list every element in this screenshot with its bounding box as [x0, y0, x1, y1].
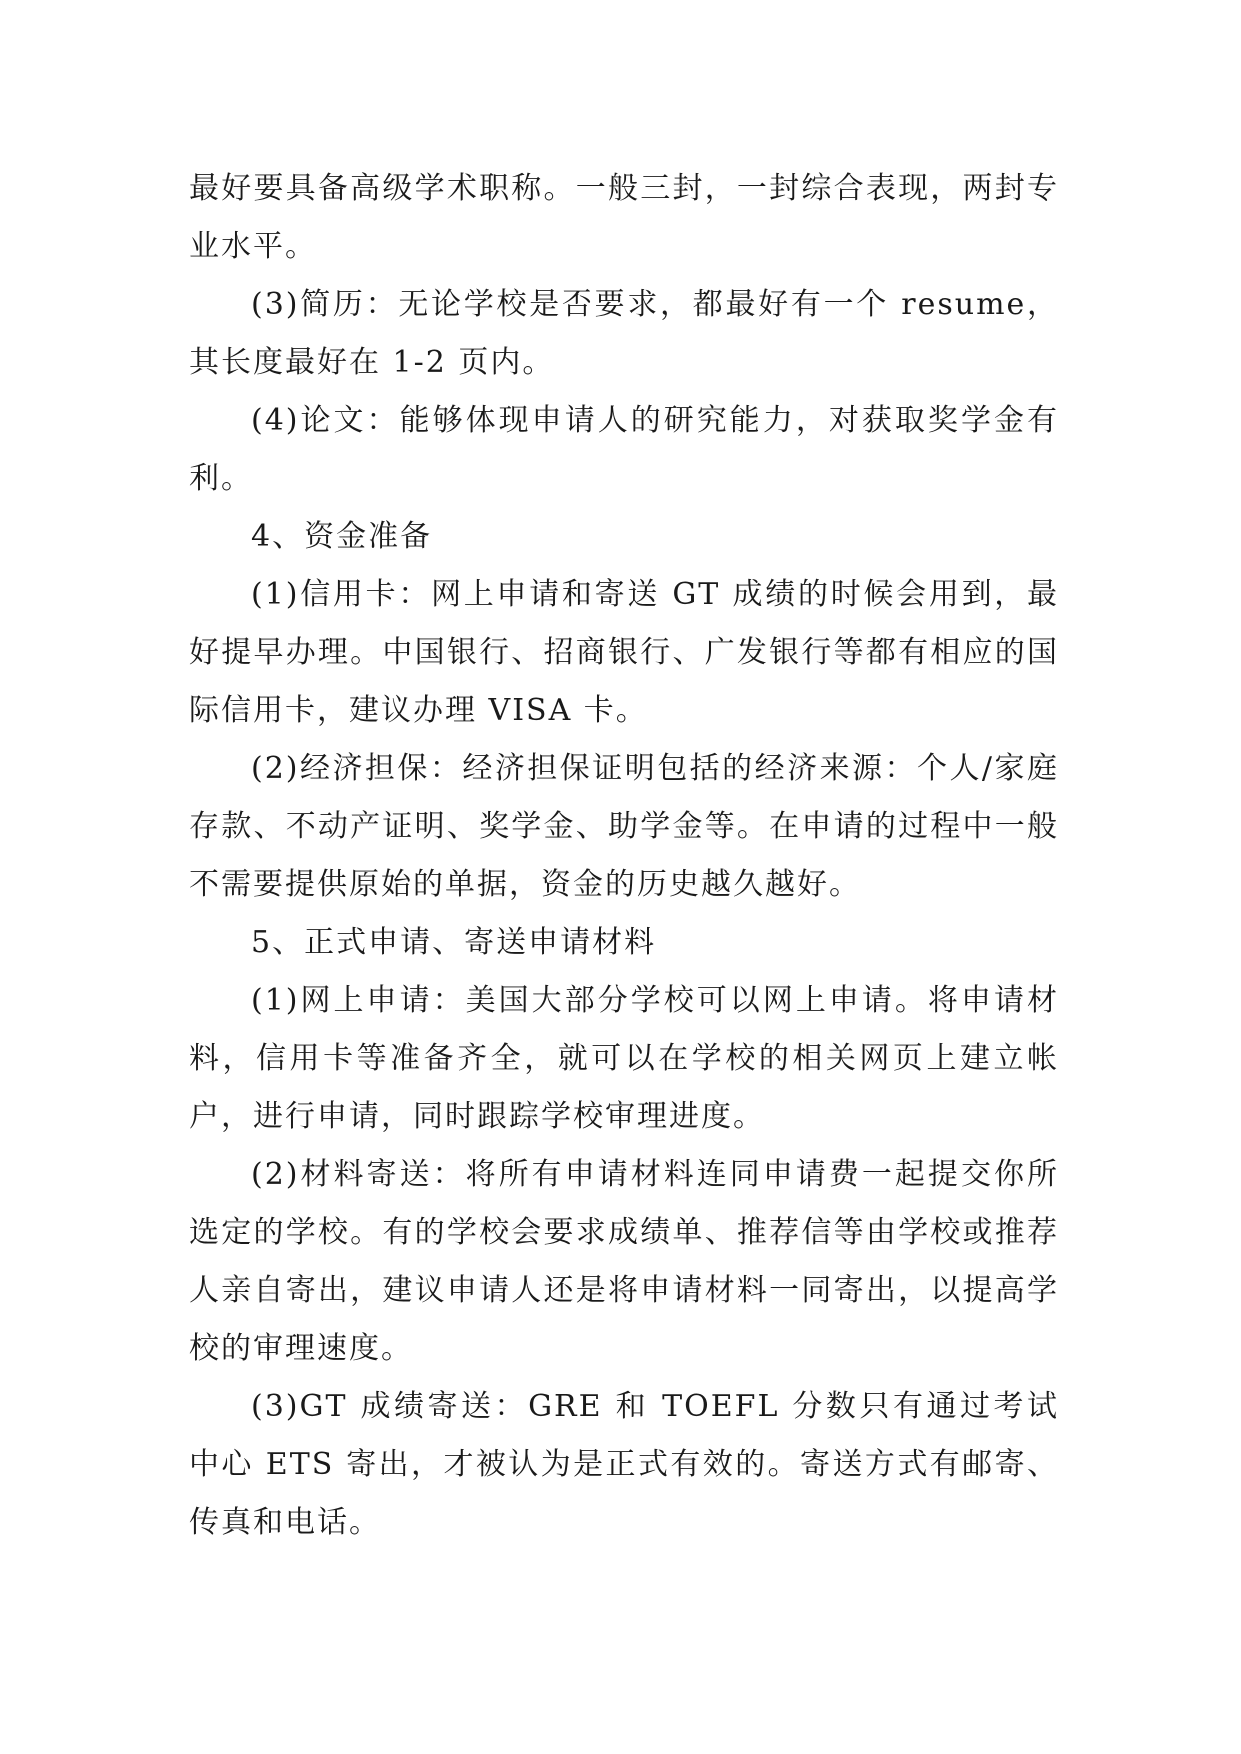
paragraph-materials-mailing: (2)材料寄送：将所有申请材料连同申请费一起提交你所选定的学校。有的学校会要求成绩单、推荐信等由学校或推荐人亲自寄出，建议申请人还是将申请材料一同寄出，以提高学校的审理速度。 [189, 1157, 1059, 1366]
paragraph-credit-card: (1)信用卡：网上申请和寄送 GT 成绩的时候会用到，最好提早办理。中国银行、招商银行、广发银行等都有相应的国际信用卡，建议办理 VISA 卡。 [189, 577, 1059, 728]
section-heading-application: 5、正式申请、寄送申请材料 [251, 925, 657, 960]
paragraph-thesis: (4)论文：能够体现申请人的研究能力，对获取奖学金有利。 [189, 403, 1059, 496]
paragraph-score-reporting: (3)GT 成绩寄送：GRE 和 TOEFL 分数只有通过考试中心 ETS 寄出，才被认为是正式有效的。寄送方式有邮寄、传真和电话。 [189, 1389, 1059, 1540]
section-heading-funding: 4、资金准备 [251, 519, 433, 554]
paragraph-resume: (3)简历：无论学校是否要求，都最好有一个 resume，其长度最好在 1-2 页内。 [189, 287, 1059, 380]
paragraph-online-application: (1)网上申请：美国大部分学校可以网上申请。将申请材料，信用卡等准备齐全，就可以在学校的相关网页上建立帐户，进行申请，同时跟踪学校审理进度。 [189, 983, 1059, 1134]
paragraph-recommendation-letters: 最好要具备高级学术职称。一般三封，一封综合表现，两封专业水平。 [189, 171, 1059, 264]
document-body [189, 160, 1059, 1552]
paragraph-financial-guarantee: (2)经济担保：经济担保证明包括的经济来源：个人/家庭存款、不动产证明、奖学金、助学金等。在申请的过程中一般不需要提供原始的单据，资金的历史越久越好。 [189, 751, 1059, 902]
